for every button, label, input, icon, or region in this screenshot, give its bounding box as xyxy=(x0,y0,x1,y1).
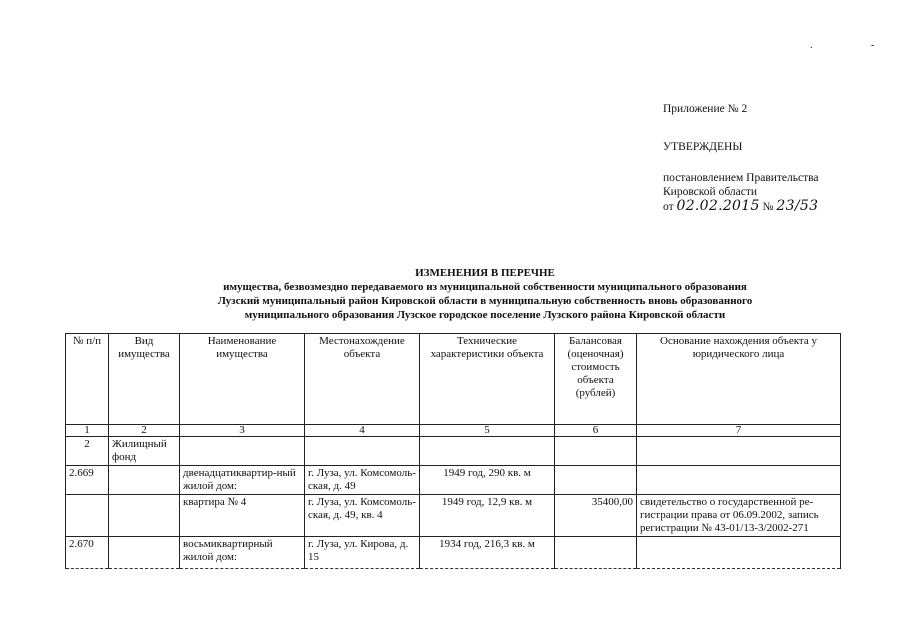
attachment-block xyxy=(663,102,819,214)
column-number: 7 xyxy=(637,425,841,437)
corner-marks: . - xyxy=(810,40,903,51)
column-number: 6 xyxy=(555,425,637,437)
column-number: 5 xyxy=(420,425,555,437)
property-table xyxy=(65,333,841,569)
heading-line-2: Лузский муниципальный район Кировской области в муниципальную собственность вновь образованного xyxy=(217,295,753,307)
document-heading xyxy=(60,266,905,322)
approved-by-line2: Кировской области xyxy=(663,186,758,198)
cell-basis: свидетельство о государственной ре-гистрации права от 06.09.2002, запись регистрации № 43-01/13-3/2002-271 xyxy=(637,495,841,537)
cell-value: 35400,00 xyxy=(555,495,637,537)
cell-value xyxy=(555,466,637,495)
attachment-label: Приложение № 2 xyxy=(663,103,748,115)
cell-basis xyxy=(637,537,841,569)
handwritten-number-suffix: 53 xyxy=(799,198,819,214)
cell-specs: 1949 год, 12,9 кв. м xyxy=(420,495,555,537)
cell-specs: 1949 год, 290 кв. м xyxy=(420,466,555,495)
cell-location xyxy=(305,437,420,466)
cell-name: восьмиквартирный жилой дом: xyxy=(180,537,305,569)
cell-basis xyxy=(637,437,841,466)
cell-name xyxy=(180,437,305,466)
heading-line-3: муниципального образования Лузское городское поселение Лузского района Кировской области xyxy=(244,309,726,321)
cell-kind xyxy=(109,466,180,495)
cell-location: г. Луза, ул. Комсомоль-ская, д. 49 xyxy=(305,466,420,495)
cell-location: г. Луза, ул. Кирова, д. 15 xyxy=(305,537,420,569)
handwritten-number: 23 xyxy=(776,198,795,214)
cell-kind: Жилищный фонд xyxy=(109,437,180,466)
cell-location: г. Луза, ул. Комсомоль-ская, д. 49, кв. 4 xyxy=(305,495,420,537)
table-row xyxy=(66,437,841,466)
cell-kind xyxy=(109,495,180,537)
cell-name: двенадцатиквартир-ный жилой дом: xyxy=(180,466,305,495)
header-cell: Наименование имущества xyxy=(180,334,305,425)
cell-number: 2.669 xyxy=(66,466,109,495)
header-cell: Технические характеристики объекта xyxy=(420,334,555,425)
table-row xyxy=(66,466,841,495)
from-prefix: от xyxy=(663,201,674,213)
number-prefix: № xyxy=(762,201,774,213)
heading-line-1: имущества, безвозмездно передаваемого из муниципальной собственности муниципального образования xyxy=(223,281,747,293)
table-row xyxy=(66,495,841,537)
approved-label: УТВЕРЖДЕНЫ xyxy=(663,141,743,153)
slash-mark: / xyxy=(794,198,800,214)
header-cell: № п/п xyxy=(66,334,109,425)
handwritten-date: 02.02.2015 xyxy=(676,198,760,214)
column-number: 4 xyxy=(305,425,420,437)
approved-by-line1: постановлением Правительства xyxy=(663,172,819,184)
heading-title: ИЗМЕНЕНИЯ В ПЕРЕЧНЕ xyxy=(415,267,555,279)
cell-specs: 1934 год, 216,3 кв. м xyxy=(420,537,555,569)
table-row xyxy=(66,537,841,569)
cell-basis xyxy=(637,466,841,495)
cell-value xyxy=(555,537,637,569)
decree-date-line xyxy=(663,199,819,214)
header-cell: Местонахождение объекта xyxy=(305,334,420,425)
cell-kind xyxy=(109,537,180,569)
cell-number: 2 xyxy=(66,437,109,466)
cell-value xyxy=(555,437,637,466)
column-number: 3 xyxy=(180,425,305,437)
cell-name: квартира № 4 xyxy=(180,495,305,537)
cell-specs xyxy=(420,437,555,466)
header-cell: Основание нахождения объекта у юридического лица xyxy=(637,334,841,425)
header-cell: Вид имущества xyxy=(109,334,180,425)
header-cell: Балансовая (оценочная) стоимость объекта (рублей) xyxy=(555,334,637,425)
header-row xyxy=(66,334,841,425)
column-number: 1 xyxy=(66,425,109,437)
column-number-row xyxy=(66,425,841,437)
cell-number: 2.670 xyxy=(66,537,109,569)
column-number: 2 xyxy=(109,425,180,437)
cell-number xyxy=(66,495,109,537)
